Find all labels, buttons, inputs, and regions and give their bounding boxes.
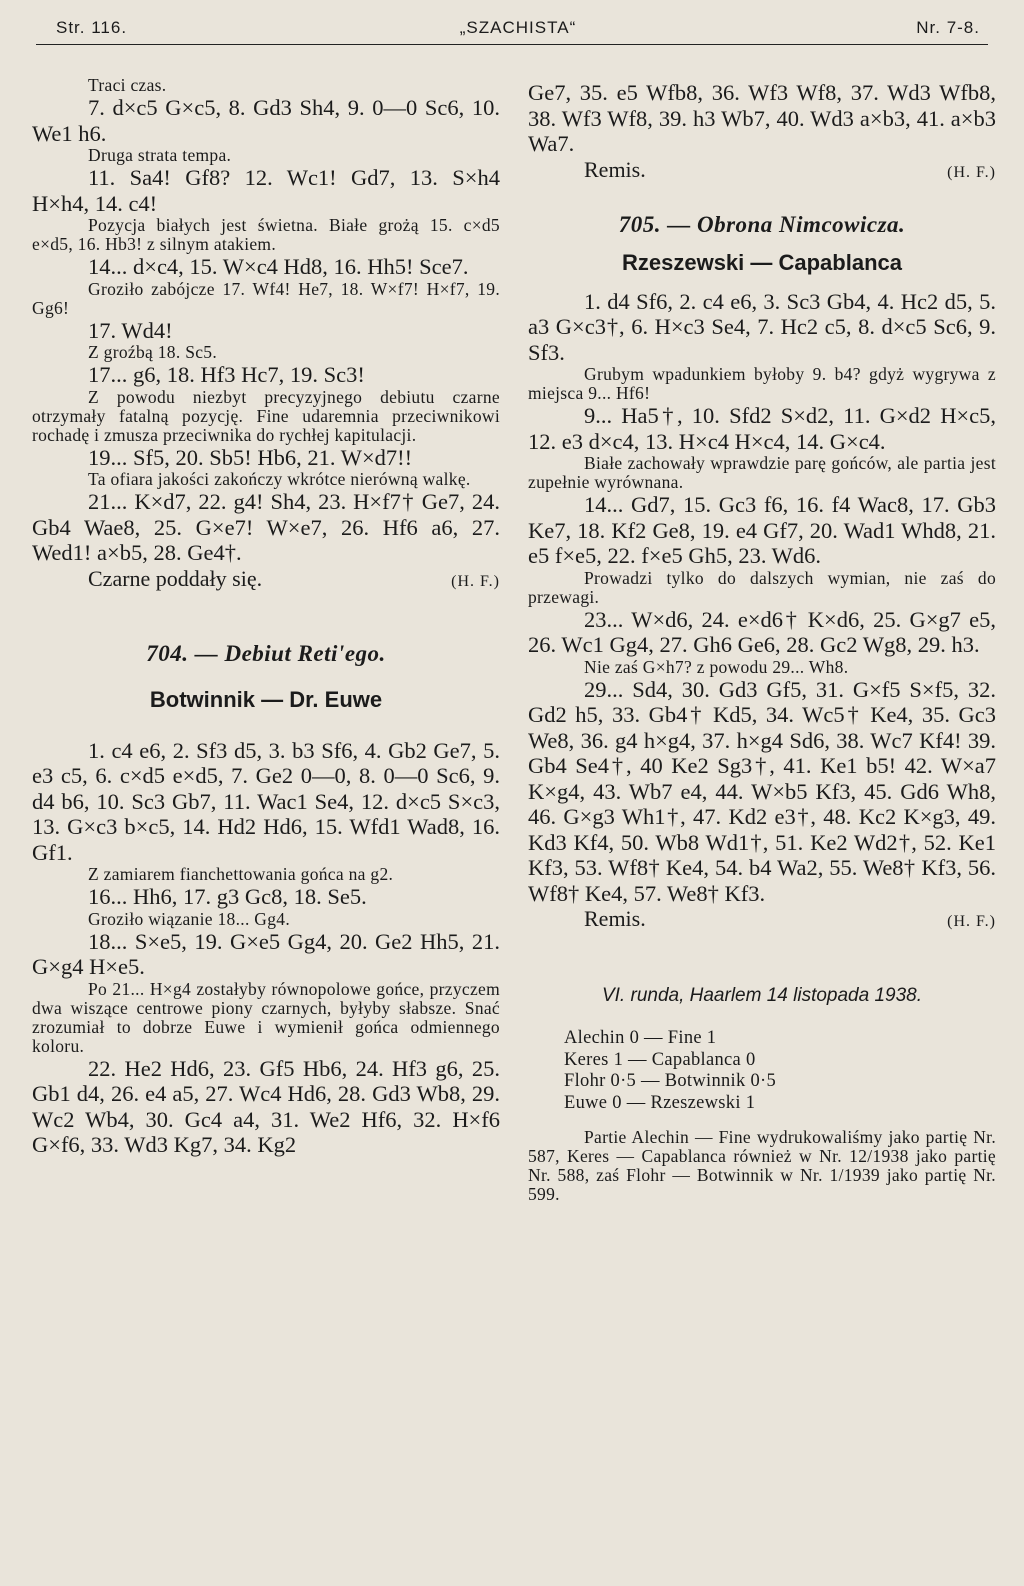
game-result bbox=[32, 566, 500, 594]
comment: Ta ofiara jakości zakończy wkrótce nierówną walkę. bbox=[88, 469, 471, 489]
round-results bbox=[528, 1028, 996, 1114]
moves: 16... Hh6, 17. g3 Gc8, 18. Se5. bbox=[88, 884, 367, 909]
moves: 9... Ha5†, 10. Sfd2 S×d2, 11. G×d2 H×c5, 12. e3 d×c4, 13. H×c4 H×c4, 14. G×c4. bbox=[528, 403, 996, 454]
moves: 1. c4 e6, 2. Sf3 d5, 3. b3 Sf6, 4. Gb2 Ge7, 5. e3 c5, 6. c×d5 e×d5, 7. Ge2 0—0, 8. 0—0 Sc6, 9. d4 b6, 10. Sc3 Gb7, 11. Wac1 Se4, 12. d×c5 S×c3, 13. G×c3 b×c5, 14. Hd2 Hd6, 15. Wfd1 Wad8, 16. Gf1. bbox=[32, 737, 500, 865]
moves: 21... K×d7, 22. g4! Sh4, 23. H×f7† Ge7, 24. Gb4 Wae8, 25. G×e7! W×e7, 26. Hf6 a6, 27. Wed1! a×b5, 28. Ge4†. bbox=[32, 489, 500, 565]
moves: 11. Sa4! Gf8? 12. Wc1! Gd7, 13. S×h4 H×h4, 14. c4! bbox=[32, 165, 500, 216]
result-text: Remis. bbox=[584, 906, 646, 931]
moves: 17... g6, 18. Hf3 Hc7, 19. Sc3! bbox=[88, 362, 365, 387]
magazine-title: „SZACHISTA“ bbox=[459, 18, 577, 37]
moves: 17. Wd4! bbox=[88, 317, 173, 343]
game-title: 705. — Obrona Nimcowicza. bbox=[618, 211, 906, 237]
round-result: Alechin 0 — Fine 1 bbox=[564, 1028, 717, 1048]
moves: 18... S×e5, 19. G×e5 Gg4, 20. Ge2 Hh5, 21. G×g4 H×e5. bbox=[32, 928, 500, 979]
round-result: Flohr 0·5 — Botwinnik 0·5 bbox=[564, 1071, 777, 1091]
moves: Ge7, 35. e5 Wfb8, 36. Wf3 Wf8, 37. Wd3 Wfb8, 38. Wf3 Wf8, 39. h3 Wb7, 40. Wd3 a×b3, 41. a×b3 Wa7. bbox=[528, 80, 996, 156]
moves: 19... Sf5, 20. Sb5! Hb6, 21. W×d7!! bbox=[88, 444, 413, 470]
annotator-initials: (H. F.) bbox=[947, 913, 996, 930]
annotator-initials: (H. F.) bbox=[947, 163, 996, 181]
round-note: Partie Alechin — Fine wydrukowaliśmy jako partię Nr. 587, Keres — Capablanca również w Nr. 12/1938 jako partię Nr. 588, zaś Flohr — Botwinnik w Nr. 1/1939 jako partię Nr. 599. bbox=[528, 1127, 996, 1204]
comment: Nie zaś G×h7? z powodu 29... Wh8. bbox=[584, 656, 849, 677]
comment: Traci czas. bbox=[88, 75, 167, 95]
moves: 29... Sd4, 30. Gd3 Gf5, 31. G×f5 S×f5, 32. Gd2 h5, 33. Gb4† Kd5, 34. Wc5† Ke4, 35. Gc3 We8, 36. g4 h×g4, 37. h×g4 Sd6, 38. Wc7 Kf4! 39. Gb4 Se4†, 40 Ke2 Sg3†, 41. Ke1 b5! 42. W×a7 K×g4, 43. Wb7 e4, 44. W×b5 Kf3, 45. Gd6 Wh8, 46. G×g3 Wh1†, 47. Kd2 e3†, 48. Kc2 K×g3, 49. Kd3 Kf4, 50. Wb8 Wd1†, 51. Ke2 Wd2†, 52. Ke1 Kf3, 53. Wf8† Ke4, 54. b4 Wa2, 55. We8† Kf3, 56. Wf8† Ke4, 57. We8† Kf3. bbox=[528, 676, 996, 906]
game-result bbox=[528, 906, 996, 934]
comment: Po 21... H×g4 zostałyby równopolowe gońce, przyczem dwa wiszące centrowe piony czarnych, byłyby słabsze. Snać zrozumiał to dobrze Euwe i wymienił gońca odmiennego koloru. bbox=[32, 978, 500, 1056]
comment: Z groźbą 18. Sc5. bbox=[88, 342, 218, 362]
game-title: 704. — Debiut Reti'ego. bbox=[146, 640, 386, 666]
moves: 23... W×d6, 24. e×d6† K×d6, 25. G×g7 e5, 26. Wc1 Gg4, 27. Gh6 Ge6, 28. Gc2 Wg8, 29. h3. bbox=[528, 606, 996, 657]
page-header bbox=[56, 18, 980, 46]
left-column bbox=[32, 76, 500, 1158]
game-result bbox=[528, 157, 996, 185]
game-players: Rzeszewski — Capablanca bbox=[621, 249, 902, 275]
moves: 1. d4 Sf6, 2. c4 e6, 3. Sc3 Gb4, 4. Hc2 d5, 5. a3 G×c3†, 6. H×c3 Se4, 7. Hc2 c5, 8. d×c5 Sc6, 9. Sf3. bbox=[528, 288, 996, 365]
result-text: Czarne poddały się. bbox=[88, 565, 263, 591]
comment: Groziło zabójcze 17. Wf4! He7, 18. W×f7! H×f7, 19. Gg6! bbox=[32, 278, 500, 318]
moves: 14... d×c4, 15. W×c4 Hd8, 16. Hh5! Sce7. bbox=[88, 254, 469, 279]
result-text: Remis. bbox=[584, 156, 646, 182]
round-title: VI. runda, Haarlem 14 listopada 1938. bbox=[601, 985, 923, 1006]
round-result: Euwe 0 — Rzeszewski 1 bbox=[564, 1092, 756, 1113]
header-rule bbox=[36, 44, 988, 45]
comment: Z zamiarem fianchettowania gońca na g2. bbox=[88, 864, 394, 884]
page-number: Str. 116. bbox=[56, 18, 128, 37]
annotator-initials: (H. F.) bbox=[451, 572, 500, 590]
round-result: Keres 1 — Capablanca 0 bbox=[564, 1049, 756, 1070]
comment: Groziło wiązanie 18... Gg4. bbox=[88, 908, 291, 929]
right-column bbox=[528, 80, 996, 1204]
moves: 22. He2 Hd6, 23. Gf5 Hb6, 24. Hf3 g6, 25. Gb1 d4, 26. e4 a5, 27. Wc4 Hd6, 28. Gd3 Wb8, 29. Wc2 Wb4, 30. Gc4 a4, 31. We2 Hf6, 32. H×f6 G×f6, 33. Wd3 Kg7, 34. Kg2 bbox=[32, 1055, 500, 1157]
comment: Białe zachowały wprawdzie parę gońców, ale partia jest zupełnie wyrównana. bbox=[528, 453, 996, 492]
comment: Pozycja białych jest świetna. Białe grożą 15. c×d5 e×d5, 16. Hb3! z silnym atakiem. bbox=[32, 215, 500, 254]
moves: 14... Gd7, 15. Gc3 f6, 16. f4 Wac8, 17. Gb3 Ke7, 18. Kf2 Ge8, 19. e4 Gf7, 20. Wad1 Whd8, 21. e5 f×e5, 22. f×e5 Gh5, 23. Wd6. bbox=[528, 492, 996, 568]
game-players: Botwinnik — Dr. Euwe bbox=[149, 686, 383, 712]
comment: Druga strata tempa. bbox=[88, 145, 232, 165]
moves: 7. d×c5 G×c5, 8. Gd3 Sh4, 9. 0—0 Sc6, 10. We1 h6. bbox=[32, 95, 500, 146]
comment: Grubym wpadunkiem byłoby 9. b4? gdyż wygrywa z miejsca 9... Hf6! bbox=[528, 364, 996, 403]
issue-number: Nr. 7-8. bbox=[916, 18, 980, 37]
comment: Prowadzi tylko do dalszych wymian, nie zaś do przewagi. bbox=[528, 567, 996, 607]
comment: Z powodu niezbyt precyzyjnego debiutu czarne otrzymały fatalną pozycję. Fine udaremnia przeciwnikowi rochadę i zmusza przeciwnika do rychłej kapitulacji. bbox=[32, 386, 500, 445]
